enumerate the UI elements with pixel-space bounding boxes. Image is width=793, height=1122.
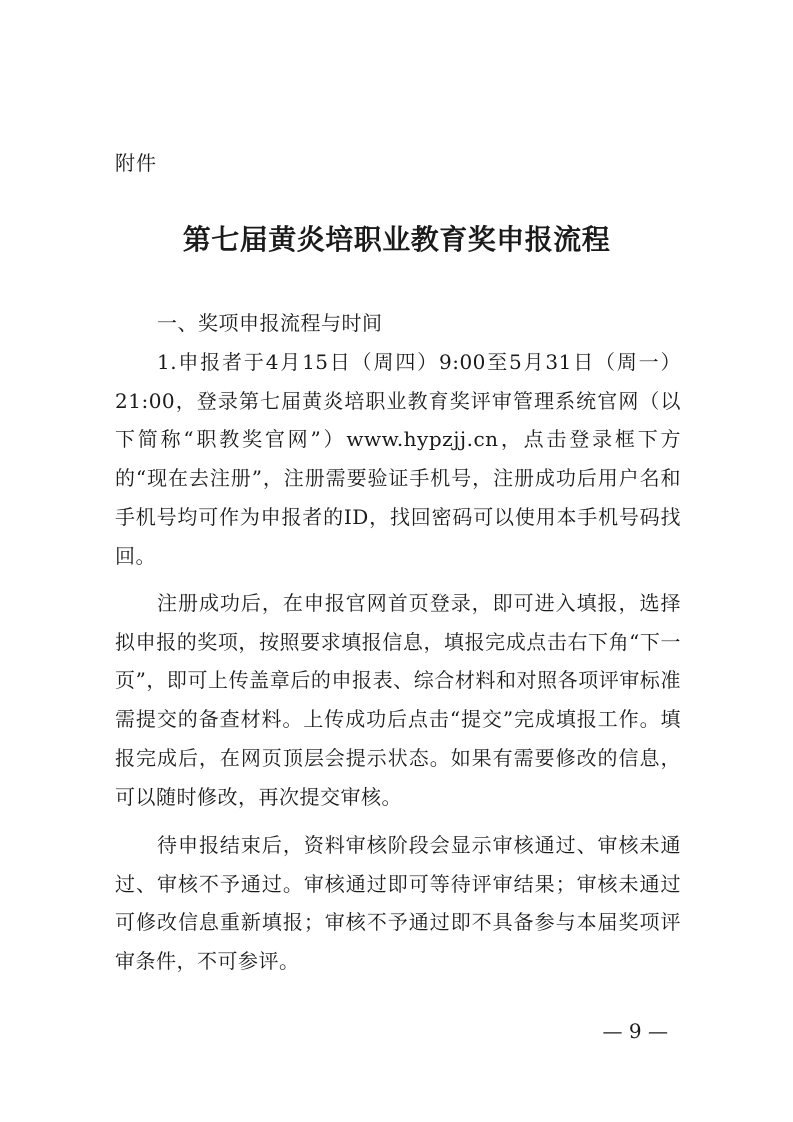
paragraph-submission: 注册成功后，在申报官网首页登录，即可进入填报，选择拟申报的奖项，按照要求填报信息，填报完成点击右下角“下一页”，即可上传盖章后的申报表、综合材料和对照各项评审标准需提交的备查材料。上传成功后点击“提交”完成填报工作。填报完成后，在网页顶层会提示状态。如果有需要修改的信息，可以随时修改，再次提交审核。 bbox=[115, 591, 681, 809]
paragraph-review: 待申报结束后，资料审核阶段会显示审核通过、审核未通过、审核不予通过。审核通过即可等待评审结果；审核未通过可修改信息重新填报；审核不予通过即不具备参与本届奖项评审条件，不可参评。 bbox=[115, 833, 681, 974]
page-number: — 9 — bbox=[602, 1019, 668, 1043]
document-title: 第七届黄炎培职业教育奖申报流程 bbox=[182, 223, 611, 256]
paragraph-registration: 1.申报者于4月15日（周四）9:00至5月31日（周一）21:00，登录第七届黄炎培职业教育奖评审管理系统官网（以下简称“职教奖官网”）www.hypzjj.cn，点击登录框下方的“现在去注册”，注册需要验证手机号，注册成功后用户名和手机号均可作为申报者的ID，找回密码可以使用本手机号码找回。 bbox=[115, 350, 681, 568]
attachment-label: 附件 bbox=[115, 151, 157, 175]
section-heading: 一、奖项申报流程与时间 bbox=[157, 311, 383, 335]
